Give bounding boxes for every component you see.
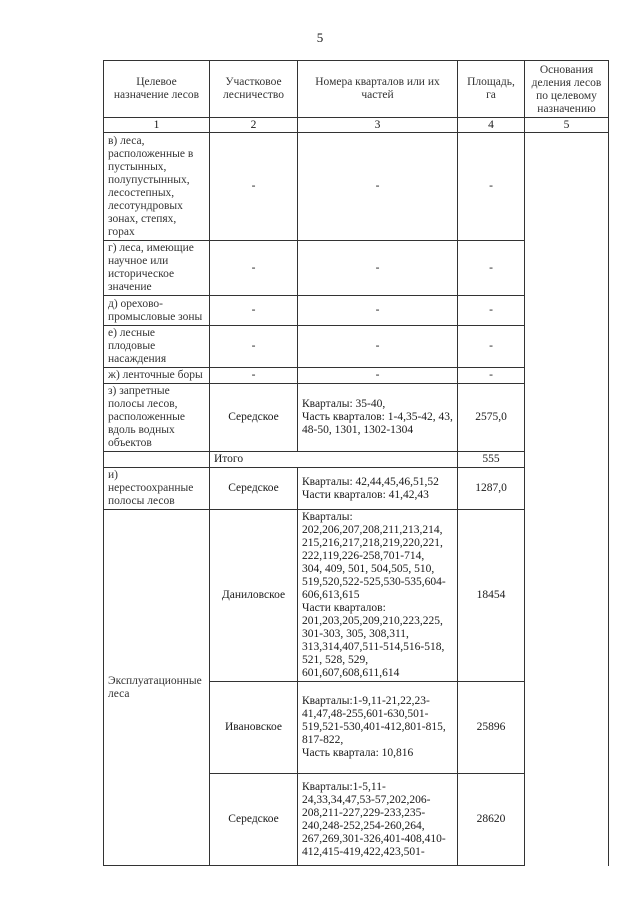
purpose-cell: г) леса, имеющие научное или историческое значение xyxy=(104,241,210,296)
quarters-cell: - xyxy=(298,241,458,296)
forestry-cell: Середское xyxy=(210,468,298,510)
purpose-cell: в) леса, расположенные в пустынных, полупустынных, лесостепных, лесотундровых зонах, степях, горах xyxy=(104,133,210,241)
forest-purpose-table xyxy=(103,60,609,866)
quarters-cell: Кварталы:1-9,11-21,22,23- 41,47,48-255,601-630,501- 519,521-530,401-412,801-815, 817-822, Часть квартала: 10,816 xyxy=(298,682,458,774)
area-cell: - xyxy=(458,241,525,296)
col-number: 2 xyxy=(210,118,298,133)
col-number: 1 xyxy=(104,118,210,133)
area-cell: - xyxy=(458,296,525,326)
forestry-cell: Ивановское xyxy=(210,682,298,774)
purpose-cell: Эксплуатационные леса xyxy=(104,510,210,866)
total-empty-cell xyxy=(104,452,210,468)
header-area: Площадь, га xyxy=(458,61,525,118)
col-number: 4 xyxy=(458,118,525,133)
header-basis: Основания деления лесов по целевому назначению xyxy=(525,61,609,118)
purpose-cell: ж) ленточные боры xyxy=(104,368,210,384)
purpose-cell: з) запретные полосы лесов, расположенные вдоль водных объектов xyxy=(104,384,210,452)
purpose-cell: и) нерестоохранные полосы лесов xyxy=(104,468,210,510)
forestry-cell: - xyxy=(210,241,298,296)
quarters-cell: Кварталы:1-5,11- 24,33,34,47,53-57,202,206- 208,211-227,229-233,235- 240,248-252,254-260,264, 267,269,301-326,401-408,410- 412,415-419,422,423,501- xyxy=(298,774,458,866)
forestry-cell: Середское xyxy=(210,774,298,866)
forestry-cell: - xyxy=(210,326,298,368)
area-cell: 1287,0 xyxy=(458,468,525,510)
total-label: Итого xyxy=(210,452,458,468)
area-cell: 28620 xyxy=(458,774,525,866)
column-number-row xyxy=(104,118,609,133)
area-cell: - xyxy=(458,133,525,241)
forestry-cell: - xyxy=(210,368,298,384)
forestry-cell: Даниловское xyxy=(210,510,298,682)
table-row xyxy=(104,133,609,241)
purpose-cell: д) орехово-промысловые зоны xyxy=(104,296,210,326)
header-forestry: Участковое лесничество xyxy=(210,61,298,118)
area-cell: - xyxy=(458,326,525,368)
forestry-cell: - xyxy=(210,133,298,241)
total-value: 555 xyxy=(458,452,525,468)
header-purpose: Целевое назначение лесов xyxy=(104,61,210,118)
col-number: 5 xyxy=(525,118,609,133)
area-cell: - xyxy=(458,368,525,384)
area-cell: 2575,0 xyxy=(458,384,525,452)
area-cell: 18454 xyxy=(458,510,525,682)
quarters-cell: Кварталы: 35-40, Часть кварталов: 1-4,35-42, 43, 48-50, 1301, 1302-1304 xyxy=(298,384,458,452)
quarters-cell: Кварталы: 202,206,207,208,211,213,214, 215,216,217,218,219,220,221, 222,119,226-258,701-714, 304, 409, 501, 504,505, 510, 519,520,522-525,530-535,604- 606,613,615 Части кварталов: 201,203,205,209,210,223,225, 301-303, 305, 308,311, 313,314,407,511-514,516-518, 521, 528, 529, 601,607,608,611,614 xyxy=(298,510,458,682)
forestry-cell: - xyxy=(210,296,298,326)
basis-cell xyxy=(525,133,609,866)
quarters-cell: - xyxy=(298,368,458,384)
quarters-cell: Кварталы: 42,44,45,46,51,52 Части кварталов: 41,42,43 xyxy=(298,468,458,510)
header-quarters: Номера кварталов или их частей xyxy=(298,61,458,118)
purpose-cell: е) лесные плодовые насаждения xyxy=(104,326,210,368)
col-number: 3 xyxy=(298,118,458,133)
quarters-cell: - xyxy=(298,326,458,368)
page-number: 5 xyxy=(316,30,324,45)
quarters-cell: - xyxy=(298,296,458,326)
area-cell: 25896 xyxy=(458,682,525,774)
quarters-cell: - xyxy=(298,133,458,241)
table-header-row xyxy=(104,61,609,118)
forestry-cell: Середское xyxy=(210,384,298,452)
